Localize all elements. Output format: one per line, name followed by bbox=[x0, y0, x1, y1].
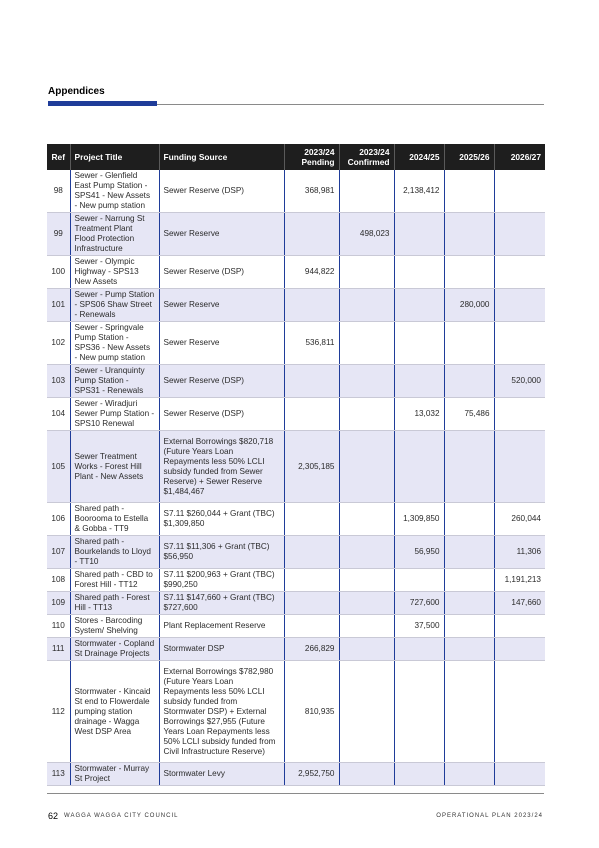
cell-ref: 110 bbox=[47, 615, 70, 638]
table-row bbox=[47, 431, 545, 503]
cell-2026-27 bbox=[494, 661, 545, 763]
cell-2026-27 bbox=[494, 289, 545, 322]
cell-2024-25 bbox=[394, 569, 444, 592]
council-name: WAGGA WAGGA CITY COUNCIL bbox=[64, 813, 179, 819]
table-row bbox=[47, 638, 545, 661]
cell-funding-source: Stormwater DSP bbox=[159, 638, 284, 661]
cell-2023-24-confirmed bbox=[339, 615, 394, 638]
cell-funding-source: External Borrowings $820,718 (Future Years Loan Repayments less 50% LCLI subsidy funded from Sewer Reserve) + Sewer Reserve $1,484,467 bbox=[159, 431, 284, 503]
cell-ref: 107 bbox=[47, 536, 70, 569]
cell-2024-25 bbox=[394, 763, 444, 786]
cell-project-title: Sewer - Olympic Highway - SPS13 New Assets bbox=[70, 256, 159, 289]
cell-funding-source: S7.11 $260,044 + Grant (TBC) $1,309,850 bbox=[159, 503, 284, 536]
cell-funding-source: Sewer Reserve (DSP) bbox=[159, 256, 284, 289]
table-row bbox=[47, 661, 545, 763]
cell-2026-27 bbox=[494, 256, 545, 289]
cell-ref: 112 bbox=[47, 661, 70, 763]
header-2023-24-confirmed: 2023/24 Confirmed bbox=[339, 144, 394, 170]
cell-funding-source: S7.11 $200,963 + Grant (TBC) $990,250 bbox=[159, 569, 284, 592]
cell-2026-27 bbox=[494, 763, 545, 786]
cell-project-title: Sewer - Pump Station - SPS06 Shaw Street - Renewals bbox=[70, 289, 159, 322]
cell-ref: 101 bbox=[47, 289, 70, 322]
cell-2025-26 bbox=[444, 592, 494, 615]
cell-2025-26: 75,486 bbox=[444, 398, 494, 431]
cell-2025-26 bbox=[444, 170, 494, 213]
cell-2024-25: 1,309,850 bbox=[394, 503, 444, 536]
header-2024-25: 2024/25 bbox=[394, 144, 444, 170]
cell-2023-24-pending: 2,952,750 bbox=[284, 763, 339, 786]
cell-2026-27 bbox=[494, 170, 545, 213]
cell-2023-24-pending: 368,981 bbox=[284, 170, 339, 213]
table-row bbox=[47, 322, 545, 365]
cell-ref: 113 bbox=[47, 763, 70, 786]
cell-ref: 106 bbox=[47, 503, 70, 536]
cell-funding-source: Sewer Reserve (DSP) bbox=[159, 398, 284, 431]
cell-ref: 111 bbox=[47, 638, 70, 661]
cell-ref: 104 bbox=[47, 398, 70, 431]
table-header-row bbox=[47, 144, 545, 170]
header-funding-source: Funding Source bbox=[159, 144, 284, 170]
cell-project-title: Stormwater - Copland St Drainage Projects bbox=[70, 638, 159, 661]
cell-2023-24-pending: 810,935 bbox=[284, 661, 339, 763]
cell-2023-24-pending: 944,822 bbox=[284, 256, 339, 289]
header-2023-24-pending: 2023/24 Pending bbox=[284, 144, 339, 170]
cell-2025-26 bbox=[444, 615, 494, 638]
table-row bbox=[47, 213, 545, 256]
cell-2023-24-pending bbox=[284, 569, 339, 592]
cell-2023-24-confirmed bbox=[339, 256, 394, 289]
cell-ref: 98 bbox=[47, 170, 70, 213]
cell-project-title: Shared path - CBD to Forest Hill - TT12 bbox=[70, 569, 159, 592]
cell-ref: 105 bbox=[47, 431, 70, 503]
cell-project-title: Stormwater - Murray St Project bbox=[70, 763, 159, 786]
title-divider bbox=[157, 104, 544, 105]
cell-2024-25 bbox=[394, 289, 444, 322]
cell-2026-27 bbox=[494, 398, 545, 431]
cell-2026-27: 1,191,213 bbox=[494, 569, 545, 592]
table-row bbox=[47, 763, 545, 786]
cell-2023-24-pending bbox=[284, 592, 339, 615]
cell-2025-26 bbox=[444, 661, 494, 763]
cell-2025-26 bbox=[444, 763, 494, 786]
cell-project-title: Sewer - Narrung St Treatment Plant Flood Protection Infrastructure bbox=[70, 213, 159, 256]
cell-2023-24-confirmed bbox=[339, 431, 394, 503]
cell-2024-25: 37,500 bbox=[394, 615, 444, 638]
cell-2025-26 bbox=[444, 536, 494, 569]
cell-2025-26 bbox=[444, 322, 494, 365]
table-row bbox=[47, 256, 545, 289]
cell-2025-26: 280,000 bbox=[444, 289, 494, 322]
cell-project-title: Sewer Treatment Works - Forest Hill Plant - New Assets bbox=[70, 431, 159, 503]
cell-2023-24-pending bbox=[284, 398, 339, 431]
cell-2025-26 bbox=[444, 638, 494, 661]
cell-2023-24-confirmed bbox=[339, 763, 394, 786]
cell-2023-24-confirmed bbox=[339, 289, 394, 322]
cell-2024-25: 727,600 bbox=[394, 592, 444, 615]
cell-2026-27: 520,000 bbox=[494, 365, 545, 398]
cell-2023-24-confirmed: 498,023 bbox=[339, 213, 394, 256]
cell-2023-24-pending: 2,305,185 bbox=[284, 431, 339, 503]
cell-project-title: Stores - Barcoding System/ Shelving bbox=[70, 615, 159, 638]
cell-2026-27 bbox=[494, 431, 545, 503]
cell-project-title: Stormwater - Kincaid St end to Flowerdale pumping station drainage - Wagga West DSP Area bbox=[70, 661, 159, 763]
cell-ref: 109 bbox=[47, 592, 70, 615]
table-row bbox=[47, 289, 545, 322]
table-row bbox=[47, 569, 545, 592]
cell-funding-source: Plant Replacement Reserve bbox=[159, 615, 284, 638]
cell-2023-24-confirmed bbox=[339, 536, 394, 569]
header-ref: Ref bbox=[47, 144, 70, 170]
cell-2026-27 bbox=[494, 638, 545, 661]
cell-2024-25 bbox=[394, 661, 444, 763]
cell-funding-source: External Borrowings $782,980 (Future Years Loan Repayments less 50% LCLI subsidy funded from Stormwater DSP) + External Borrowings $27,955 (Future Years Loan Repayments less 50% LCLI subsidy funded from Civil Infrastructure Reserve) bbox=[159, 661, 284, 763]
cell-project-title: Sewer - Springvale Pump Station - SPS36 - New Assets - New pump station bbox=[70, 322, 159, 365]
cell-2023-24-pending: 536,811 bbox=[284, 322, 339, 365]
cell-2026-27 bbox=[494, 615, 545, 638]
cell-2025-26 bbox=[444, 365, 494, 398]
cell-funding-source: S7.11 $147,660 + Grant (TBC) $727,600 bbox=[159, 592, 284, 615]
cell-project-title: Sewer - Uranquinty Pump Station - SPS31 - Renewals bbox=[70, 365, 159, 398]
cell-2025-26 bbox=[444, 431, 494, 503]
cell-2024-25 bbox=[394, 638, 444, 661]
cell-2024-25 bbox=[394, 256, 444, 289]
cell-2023-24-confirmed bbox=[339, 638, 394, 661]
table-row bbox=[47, 365, 545, 398]
table-row bbox=[47, 592, 545, 615]
cell-2025-26 bbox=[444, 569, 494, 592]
cell-funding-source: Sewer Reserve bbox=[159, 322, 284, 365]
cell-2026-27: 147,660 bbox=[494, 592, 545, 615]
cell-ref: 102 bbox=[47, 322, 70, 365]
cell-ref: 103 bbox=[47, 365, 70, 398]
table-row bbox=[47, 536, 545, 569]
cell-2023-24-confirmed bbox=[339, 503, 394, 536]
cell-2025-26 bbox=[444, 503, 494, 536]
cell-project-title: Shared path - Forest Hill - TT13 bbox=[70, 592, 159, 615]
cell-2026-27 bbox=[494, 213, 545, 256]
header-2026-27: 2026/27 bbox=[494, 144, 545, 170]
cell-2023-24-confirmed bbox=[339, 398, 394, 431]
cell-2023-24-pending bbox=[284, 536, 339, 569]
cell-2026-27: 260,044 bbox=[494, 503, 545, 536]
cell-2023-24-confirmed bbox=[339, 170, 394, 213]
cell-project-title: Sewer - Glenfield East Pump Station - SPS41 - New Assets - New pump station bbox=[70, 170, 159, 213]
cell-2023-24-pending: 266,829 bbox=[284, 638, 339, 661]
cell-2023-24-confirmed bbox=[339, 661, 394, 763]
cell-2026-27 bbox=[494, 322, 545, 365]
cell-funding-source: Stormwater Levy bbox=[159, 763, 284, 786]
cell-ref: 99 bbox=[47, 213, 70, 256]
cell-2026-27: 11,306 bbox=[494, 536, 545, 569]
cell-2023-24-confirmed bbox=[339, 569, 394, 592]
cell-2024-25 bbox=[394, 365, 444, 398]
cell-ref: 108 bbox=[47, 569, 70, 592]
cell-funding-source: Sewer Reserve (DSP) bbox=[159, 170, 284, 213]
header-project-title: Project Title bbox=[70, 144, 159, 170]
capital-works-table bbox=[47, 144, 545, 786]
cell-funding-source: Sewer Reserve bbox=[159, 213, 284, 256]
cell-2024-25 bbox=[394, 213, 444, 256]
cell-2023-24-pending bbox=[284, 365, 339, 398]
table-row bbox=[47, 615, 545, 638]
cell-2023-24-confirmed bbox=[339, 365, 394, 398]
cell-project-title: Shared path - Boorooma to Estella & Gobba - TT9 bbox=[70, 503, 159, 536]
cell-2025-26 bbox=[444, 213, 494, 256]
title-accent-bar bbox=[48, 101, 157, 106]
table-row bbox=[47, 503, 545, 536]
table-row bbox=[47, 170, 545, 213]
cell-2023-24-pending bbox=[284, 615, 339, 638]
cell-funding-source: S7.11 $11,306 + Grant (TBC) $56,950 bbox=[159, 536, 284, 569]
footer-divider bbox=[47, 793, 544, 794]
section-title: Appendices bbox=[48, 86, 105, 97]
cell-2024-25: 13,032 bbox=[394, 398, 444, 431]
cell-2024-25: 2,138,412 bbox=[394, 170, 444, 213]
page-number: 62 bbox=[48, 811, 59, 821]
document-name: OPERATIONAL PLAN 2023/24 bbox=[436, 813, 543, 819]
cell-project-title: Shared path - Bourkelands to Lloyd - TT10 bbox=[70, 536, 159, 569]
cell-2023-24-confirmed bbox=[339, 322, 394, 365]
cell-ref: 100 bbox=[47, 256, 70, 289]
cell-2023-24-pending bbox=[284, 213, 339, 256]
cell-2024-25 bbox=[394, 322, 444, 365]
cell-project-title: Sewer - Wiradjuri Sewer Pump Station - SPS10 Renewal bbox=[70, 398, 159, 431]
cell-2023-24-pending bbox=[284, 503, 339, 536]
header-2025-26: 2025/26 bbox=[444, 144, 494, 170]
cell-2025-26 bbox=[444, 256, 494, 289]
cell-2024-25 bbox=[394, 431, 444, 503]
cell-2023-24-confirmed bbox=[339, 592, 394, 615]
table-row bbox=[47, 398, 545, 431]
cell-2024-25: 56,950 bbox=[394, 536, 444, 569]
cell-funding-source: Sewer Reserve bbox=[159, 289, 284, 322]
cell-2023-24-pending bbox=[284, 289, 339, 322]
cell-funding-source: Sewer Reserve (DSP) bbox=[159, 365, 284, 398]
